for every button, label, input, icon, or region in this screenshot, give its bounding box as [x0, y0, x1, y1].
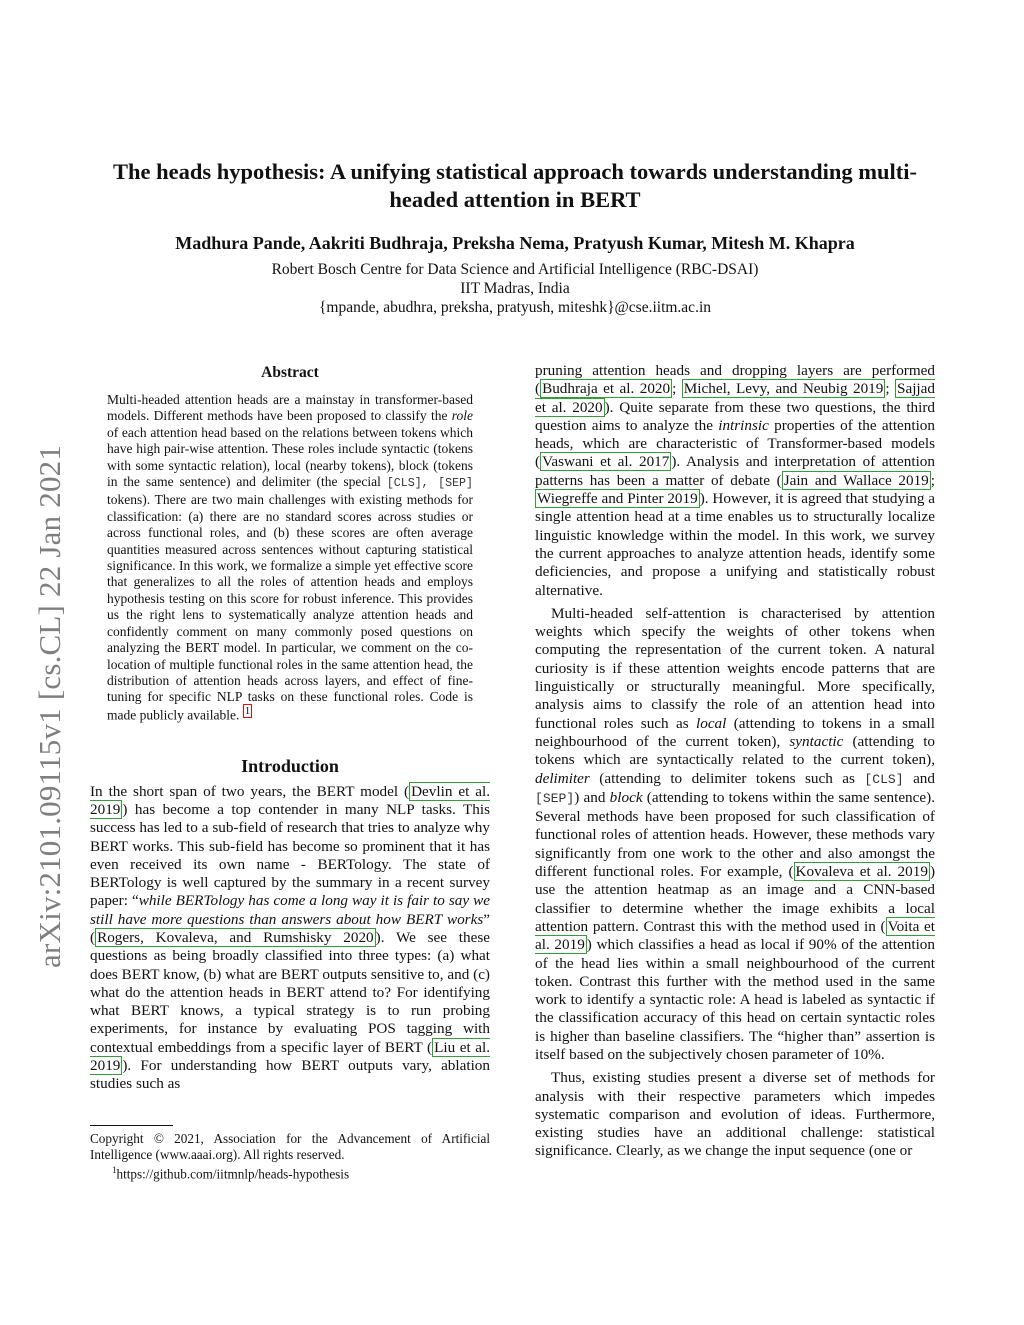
citation-devlin[interactable]: Devlin et al. 2019 — [90, 782, 490, 818]
citation-jain[interactable]: Jain and Wallace 2019 — [783, 471, 929, 489]
repository-link[interactable]: https://github.com/iitmnlp/heads-hypothesis — [116, 1166, 350, 1182]
affiliation-block — [90, 260, 940, 317]
abstract-heading: Abstract — [261, 364, 319, 381]
citation-michel[interactable]: Michel, Levy, and Neubig 2019 — [683, 380, 884, 398]
section-heading-introduction: Introduction — [241, 755, 339, 776]
body-paragraph-3: Thus, existing studies present a diverse set of methods for analysis with their respective parameters which impedes systematic comparison and evolution of ideas. Furthermore, existing studies have an additional challenge: statistical significance. Clearly, as we change the input sequence (one or — [535, 1069, 935, 1160]
copyright-notice: Copyright © 2021, Association for the Advancement of Artificial Intelligence (www.aaai.org). All rights reserved. — [90, 1131, 490, 1162]
citation-sajjad[interactable]: Sajjad et al. 2020 — [535, 380, 935, 416]
footnote-url: $^1$https://github.com/iitmnlp/heads-hypothesis — [112, 1165, 350, 1182]
citation-liu[interactable]: Liu et al. 2019 — [90, 1038, 491, 1075]
citation-vaswani[interactable]: Vaswani et al. 2017 — [542, 453, 670, 471]
affiliation-institution: Robert Bosch Centre for Data Science and Artificial Intelligence (RBC-DSAI) — [271, 261, 759, 278]
body-paragraph-1: pruning attention heads and dropping layers are performed ( Budhraja et al. 2020 ; Michel, Levy, and Neubig 2019 ; Sajjad et al. 2020 ). Quite separate from these two questions, the third question aims to analyze the intrinsic properties of the attention heads, which are characteristic of Transformer-based models ( Vaswani et al. 2017 ). Analysis and interpretation of attention patterns has been a matter of debate ( Jain and Wallace 2019 ; Wiegreffe and Pinter 2019 ). However, it is agreed that studying a single attention head at a time enables us to structurally localize linguistic knowledge within the model. In this work, we survey the current approaches to analyze attention heads, identify some deficiencies, and propose a unifying and statistically robust alternative. — [535, 362, 935, 599]
citation-rogers[interactable]: Rogers, Kovaleva, and Rumshisky 2020 — [97, 929, 374, 946]
citation-wiegreffe[interactable]: Wiegreffe and Pinter 2019 — [537, 490, 698, 508]
arxiv-identifier: arXiv:2101.09115v1 [cs.CL] 22 Jan 2021 — [32, 444, 67, 968]
paper-title: The heads hypothesis: A unifying statistical approach towards understanding multi-headed attention in BERT — [112, 159, 918, 212]
intro-paragraph: In the short span of two years, the BERT model ( Devlin et al. 2019 ) has become a top contender in many NLP tasks. This success has led to a sub-field of research that tries to analyze why BERT works. This sub-field has become so prominent that it has even received its own name - BERTology. The state of BERTology is well captured by the summary in a recent survey paper: “while BERTology has come a long way it is fair to say we still have more questions than answers about how BERT works” ( Rogers, Kovaleva, and Rumshisky 2020 ). We see these questions as being broadly classified into three types: (a) what does BERT know, (b) what are BERT outputs sensitive to, and (c) what do the attention heads in BERT attend to? For identifying what BERT knows, a typical strategy is to run probing experiments, for instance by evaluating POS tagging with contextual embeddings from a specific layer of BERT ( Liu et al. 2019 ). For understanding how BERT outputs vary, ablation studies such as — [90, 782, 491, 1093]
citation-kovaleva[interactable]: Kovaleva et al. 2019 — [795, 863, 928, 881]
author-list: Madhura Pande, Aakriti Budhraja, Preksha Nema, Pratyush Kumar, Mitesh M. Khapra — [175, 233, 855, 253]
citation-budhraja[interactable]: Budhraja et al. 2020 — [542, 380, 671, 398]
right-column — [535, 362, 935, 1161]
left-column — [90, 362, 490, 1094]
footnote-link[interactable]: 1 — [244, 704, 251, 717]
abstract-body: Multi-headed attention heads are a mainstay in transformer-based models. Different methods have been proposed to classify the role of each attention head based on the relations between tokens which have high pair-wise attention. These roles include syntactic (tokens with some syntactic relation), local (nearby tokens), block (tokens in the same sentence) and delimiter (the special [CLS], [SEP] tokens). There are two main challenges with existing methods for classification: (a) there are no standard scores across studies or across functional roles, and (b) these scores are often average quantities measured across sentences without capturing statistical significance. In this work, we formalize a simple yet effective score that generalizes to all the roles of attention heads and employs hypothesis testing on this score for robust inference. This provides us the right lens to systematically analyze attention heads and confidently comment on many commonly posed questions on analyzing the BERT model. In particular, we comment on the co-location of multiple functional roles in the same attention head, the distribution of attention heads across layers, and effect of fine-tuning for specific NLP tasks on these functional roles. Code is made publicly available. $^1$ — [107, 392, 473, 723]
affiliation-emails: {mpande, abudhra, preksha, pratyush, miteshk}@cse.iitm.ac.in — [318, 299, 711, 316]
page-footer — [90, 1128, 490, 1182]
body-paragraph-2: Multi-headed self-attention is characterised by attention weights which specify the weights of other tokens when computing the representation of the current token. A natural curiosity is if these attention weights encode patterns that are linguistically or structurally meaningful. More specifically, analysis aims to classify the role of an attention head into functional roles such as local (attending to tokens in a small neighbourhood of the current token), syntactic (attending to tokens which are syntactically related to the current token), delimiter (attending to delimiter tokens such as [CLS] and [SEP]) and block (attending to tokens within the same sentence). Several methods have been proposed for such classification of functional roles of attention heads. However, these methods vary significantly from one work to the other and also amongst the different functional roles. For example, ( Kovaleva et al. 2019 ) use the attention heatmap as an image and a CNN-based classifier to determine whether the image exhibits a local attention pattern. Contrast this with the method used in ( Voita et al. 2019 ) which classifies a head as local if 90% of the attention of the head lies within a small neighbourhood of the current token. Contrast this further with the method used in the same work to identify a syntactic role: A head is labeled as syntactic if the classification accuracy of this head on certain syntactic roles is higher than baseline classifiers. The “higher than” assertion is itself based on the subjectively chosen parameter of 10%. — [535, 604, 936, 1063]
citation-voita[interactable]: Voita et al. 2019 — [535, 917, 935, 954]
affiliation-location: IIT Madras, India — [460, 280, 570, 297]
footnote-rule — [90, 1125, 173, 1126]
